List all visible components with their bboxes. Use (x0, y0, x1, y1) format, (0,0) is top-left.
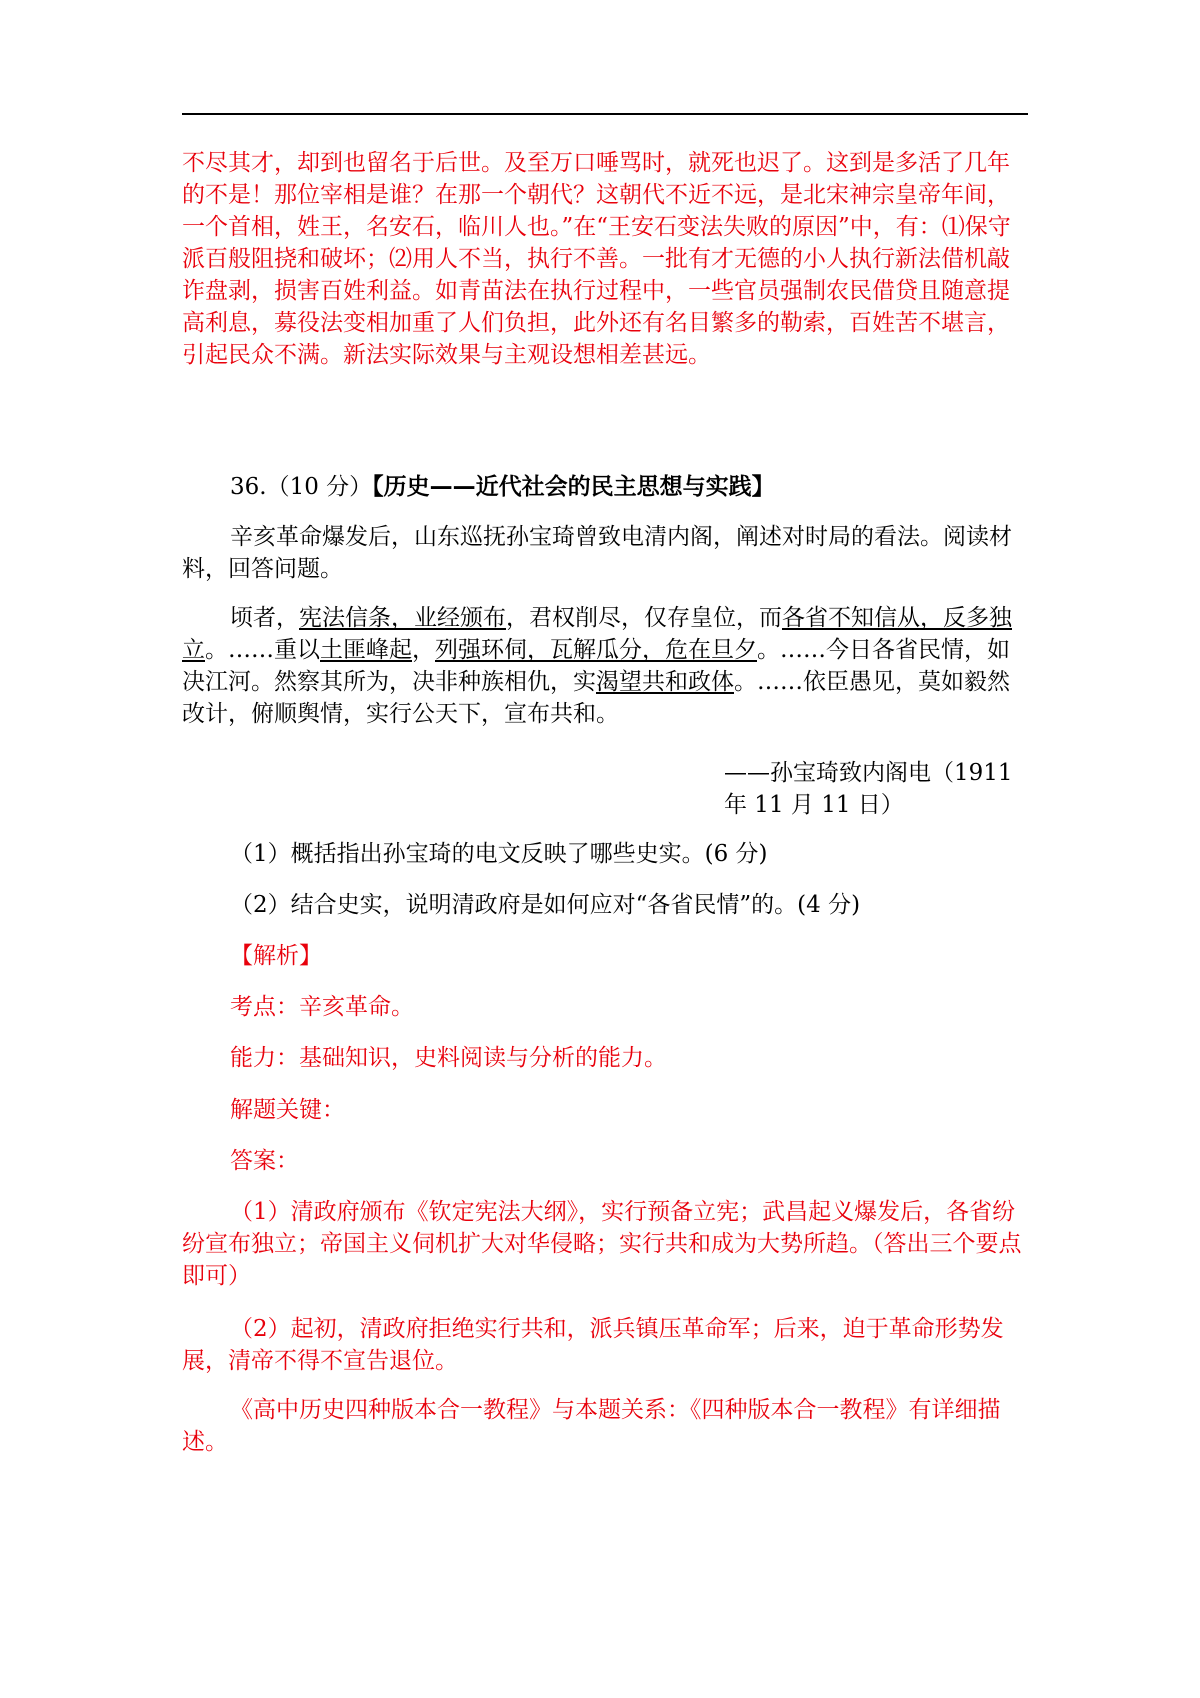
question-intro: 辛亥革命爆发后，山东巡抚孙宝琦曾致电清内阁，阐述对时局的看法。阅读材料，回答问题。 (182, 524, 1012, 582)
answer-2: （2）起初，清政府拒绝实行共和，派兵镇压革命军；后来，迫于革命形势发展，清帝不得不宣告退位。 (182, 1316, 1004, 1374)
material-text: 顷者， (230, 605, 299, 631)
question-number: 36.（10 分） (230, 474, 373, 500)
sub-question-2: （2）结合史实，说明清政府是如何应对“各省民情”的。(4 分) (230, 892, 861, 918)
analysis-heading: 【解析】 (230, 943, 322, 969)
material-source: ——孙宝琦致内阁电（1911年 11 月 11 日） (724, 760, 1013, 818)
continuation-paragraph: 不尽其才，却到也留名于后世。及至万口唾骂时，就死也迟了。这到是多活了几年的不是！那位宰相是谁？在那一个朝代？这朝代不近不远，是北宋神宗皇帝年间，一个首相，姓王，名安石，临川人也。”在“王安石变法失败的原因”中，有：⑴保守派百般阻挠和破坏；⑵用人不当，执行不善。一批有才无德的小人执行新法借机敲诈盘剥，损害百姓利益。如青苗法在执行过程中，一些官员强制农民借贷且随意提高利息，募役法变相加重了人们负担，此外还有名目繁多的勒索，百姓苦不堪言，引起民众不满。新法实际效果与主观设想相差甚远。 (182, 150, 1011, 368)
answer-1: （1）清政府颁布《钦定宪法大纲》，实行预备立宪；武昌起义爆发后，各省纷纷宣布独立；帝国主义伺机扩大对华侵略；实行共和成为大势所趋。（答出三个要点即可） (182, 1199, 1022, 1289)
material-underline: 各省不知信从，反多独立 (182, 605, 1012, 663)
material-quote (182, 602, 1028, 730)
material-text: 。……重以 (205, 637, 320, 663)
answer-label: 答案： (230, 1148, 299, 1174)
material-underline: 列强环伺，瓦解瓜分，危在旦夕 (435, 637, 757, 663)
material-text: 。……依臣愚见，莫如毅然改计，俯顺舆情，实行公天下，宣布共和。 (182, 669, 1010, 727)
material-text: ， (412, 637, 435, 663)
analysis-point: 考点：辛亥革命。 (230, 994, 414, 1020)
sub-question-1: （1）概括指出孙宝琦的电文反映了哪些史实。(6 分) (230, 841, 768, 867)
material-text: 。……今日各省民情，如决江河。然察其所为，决非种族相仇，实 (182, 637, 1010, 695)
material-underline: 土匪峰起 (320, 637, 412, 663)
analysis-key: 解题关键： (230, 1097, 345, 1123)
textbook-relation: 《高中历史四种版本合一教程》与本题关系：《四种版本合一教程》有详细描述。 (182, 1397, 1001, 1455)
material-text: ，君权削尽，仅存皇位，而 (506, 605, 782, 631)
analysis-ability: 能力：基础知识，史料阅读与分析的能力。 (230, 1045, 667, 1071)
question-topic: 【历史——近代社会的民主思想与实践】 (372, 474, 775, 500)
header-rule (182, 113, 1028, 115)
material-underline: 渴望共和政体 (596, 669, 734, 695)
question-heading (182, 471, 1028, 503)
material-underline: 宪法信条，业经颁布 (299, 605, 506, 631)
